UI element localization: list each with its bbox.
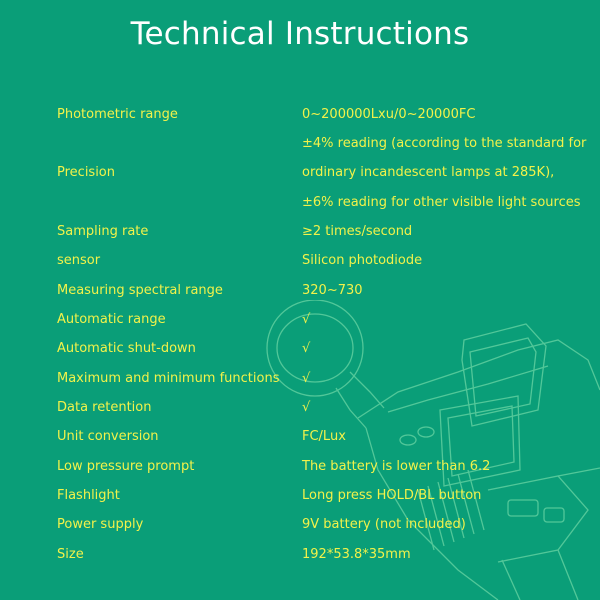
spec-row-sampling-rate (57, 222, 597, 242)
spec-value: √ (302, 400, 311, 415)
spec-value: ≥2 times/second (302, 224, 413, 239)
spec-value: Silicon photodiode (302, 253, 423, 268)
spec-row-power-supply (57, 515, 597, 535)
spec-value: FC/Lux (302, 429, 346, 444)
spec-label: Sampling rate (57, 224, 149, 239)
spec-label: Power supply (57, 517, 144, 532)
spec-value: 192*53.8*35mm (302, 547, 411, 562)
spec-value: ordinary incandescent lamps at 285K), (302, 165, 555, 180)
spec-value: The battery is lower than 6.2 (302, 459, 491, 474)
spec-row-automatic-shut-down (57, 339, 597, 359)
spec-row-size (57, 545, 597, 565)
spec-value: 9V battery (not included) (302, 517, 466, 532)
spec-value: √ (302, 312, 311, 327)
spec-label: Size (57, 547, 84, 562)
spec-label: Flashlight (57, 488, 120, 503)
spec-value: Long press HOLD/BL button (302, 488, 482, 503)
spec-row-precision-line-3 (57, 193, 597, 213)
spec-label: Low pressure prompt (57, 459, 195, 474)
spec-row-data-retention (57, 398, 597, 418)
spec-label: Unit conversion (57, 429, 159, 444)
page-title: Technical Instructions (130, 16, 470, 52)
spec-row-flashlight (57, 486, 597, 506)
spec-row-spectral-range (57, 281, 597, 301)
spec-label: Maximum and minimum functions (57, 371, 280, 386)
spec-value: 320~730 (302, 283, 363, 298)
spec-row-low-pressure-prompt (57, 457, 597, 477)
spec-row-precision (57, 163, 597, 183)
spec-row-sensor (57, 251, 597, 271)
spec-value: ±6% reading for other visible light sources (302, 195, 581, 210)
spec-label: Precision (57, 165, 116, 180)
spec-label: sensor (57, 253, 101, 268)
spec-row-precision-line-1 (57, 134, 597, 154)
spec-row-photometric-range (57, 105, 597, 125)
spec-value: √ (302, 371, 311, 386)
spec-value: ±4% reading (according to the standard for (302, 136, 587, 151)
spec-value: 0~200000Lxu/0~20000FC (302, 107, 476, 122)
spec-row-max-min-functions (57, 369, 597, 389)
spec-label: Automatic range (57, 312, 166, 327)
spec-label: Data retention (57, 400, 152, 415)
spec-label: Photometric range (57, 107, 178, 122)
spec-row-unit-conversion (57, 427, 597, 447)
spec-label: Measuring spectral range (57, 283, 223, 298)
spec-label: Automatic shut-down (57, 341, 196, 356)
spec-value: √ (302, 341, 311, 356)
spec-row-automatic-range (57, 310, 597, 330)
